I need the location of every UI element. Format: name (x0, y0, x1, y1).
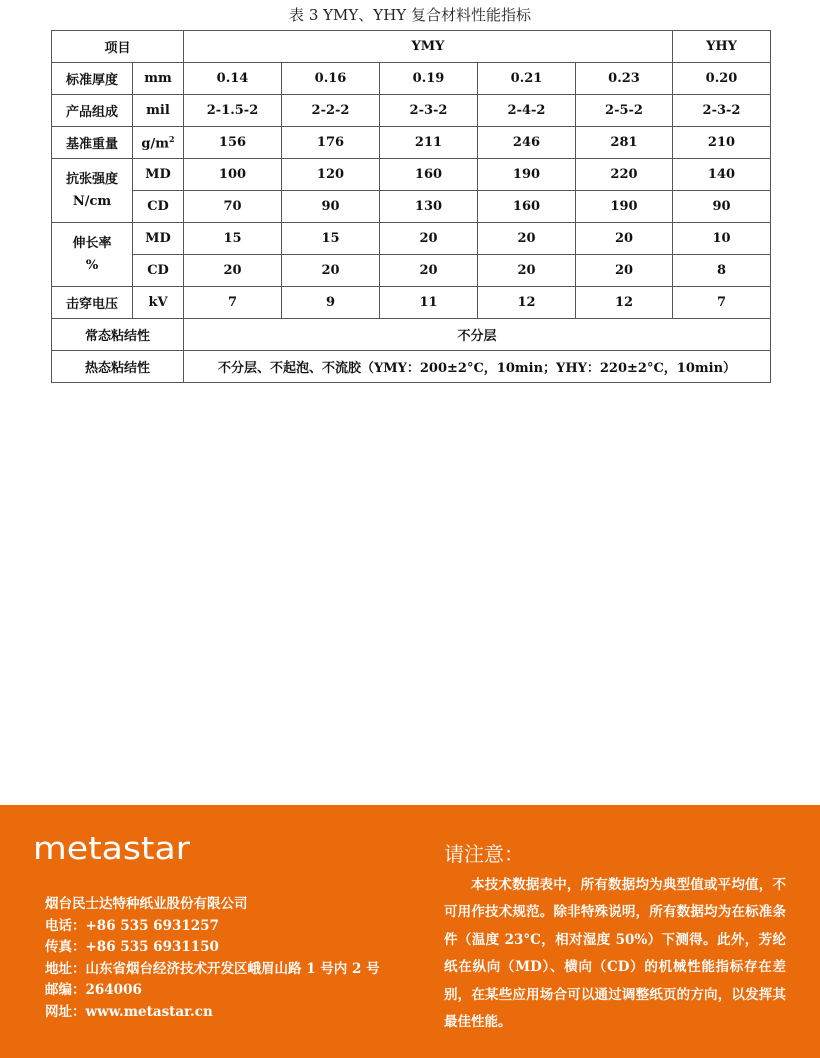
header-item: 项目 (52, 31, 184, 63)
table-cell: 20 (282, 255, 380, 287)
table-cell: 190 (478, 159, 576, 191)
row-unit: CD (133, 191, 184, 223)
table-cell: 0.16 (282, 63, 380, 95)
table-cell: 160 (380, 159, 478, 191)
row-unit: CD (133, 255, 184, 287)
logo-text: metastar (33, 831, 191, 866)
row-label: 抗张强度 (65, 171, 118, 187)
row-unit: mil (133, 95, 184, 127)
table-row-tensile-cd (52, 191, 771, 223)
table-cell: 120 (282, 159, 380, 191)
table-row-elongation-md (52, 223, 771, 255)
table-cell: 246 (478, 127, 576, 159)
table-cell: 2-3-2 (673, 95, 771, 127)
table-cell: 20 (478, 255, 576, 287)
company-name: 烟台民士达特种纸业股份有限公司 (45, 896, 248, 912)
row-label: 基准重量 (52, 127, 133, 159)
row-label: 产品组成 (52, 95, 133, 127)
table-cell: 20 (576, 255, 673, 287)
table-cell: 70 (184, 191, 282, 223)
company-website[interactable]: 网址：www.metastar.cn (45, 1003, 213, 1020)
table-row-breakdown (52, 287, 771, 319)
table-cell: 2-4-2 (478, 95, 576, 127)
table-cell: 2-1.5-2 (184, 95, 282, 127)
table-cell: 20 (380, 255, 478, 287)
table-cell: 90 (673, 191, 771, 223)
table-cell: 0.14 (184, 63, 282, 95)
company-info (45, 894, 380, 1023)
table-cell: 不分层 (184, 319, 771, 351)
table-cell: 176 (282, 127, 380, 159)
row-unit: mm (133, 63, 184, 95)
table-row-normal-adhesion (52, 319, 771, 351)
table-row-tensile-md (52, 159, 771, 191)
row-label-elongation (52, 223, 133, 287)
table-cell: 7 (673, 287, 771, 319)
row-label: 常态粘结性 (52, 319, 184, 351)
table-cell: 156 (184, 127, 282, 159)
unit-superscript: 2 (169, 133, 175, 144)
table-cell: 0.21 (478, 63, 576, 95)
table-cell: 281 (576, 127, 673, 159)
company-fax: 传真：+86 535 6931150 (45, 939, 219, 955)
row-label: 伸长率 (72, 235, 112, 251)
table-cell: 190 (576, 191, 673, 223)
table-cell: 10 (673, 223, 771, 255)
company-address: 地址：山东省烟台经济技术开发区峨眉山路 1 号内 2 号 (45, 960, 380, 977)
table-cell: 100 (184, 159, 282, 191)
table-cell: 90 (282, 191, 380, 223)
notice-body: 本技术数据表中，所有数据均为典型值或平均值，不可用作技术规范。除非特殊说明，所有数据均为在标准条件（温度 23°C，相对湿度 50%）下测得。此外，芳纶纸在纵向（MD）、横向（CD）的机械性能指标存在差别，在某些应用场合可以通过调整纸页的方向，以发挥其最佳性能。 (444, 877, 786, 1031)
row-label-tensile (52, 159, 133, 223)
table-cell: 11 (380, 287, 478, 319)
table-cell: 0.23 (576, 63, 673, 95)
table-row-hot-adhesion (52, 351, 771, 383)
row-label-unit: % (85, 257, 99, 273)
table-cell: 12 (576, 287, 673, 319)
table-cell: 不分层、不起泡、不流胶（YMY：200±2°C，10min；YHY：220±2°C，10min） (184, 351, 771, 383)
metastar-logo (33, 826, 193, 866)
table-cell: 140 (673, 159, 771, 191)
table-caption: 表 3 YMY、YHY 复合材料性能指标 (289, 6, 531, 24)
table-cell: 9 (282, 287, 380, 319)
table-row-basis-weight (52, 127, 771, 159)
table-cell: 211 (380, 127, 478, 159)
table-cell: 0.19 (380, 63, 478, 95)
table-cell: 20 (380, 223, 478, 255)
table-row-thickness (52, 63, 771, 95)
table-cell: 2-3-2 (380, 95, 478, 127)
table-cell: 160 (478, 191, 576, 223)
table-cell: 2-5-2 (576, 95, 673, 127)
row-label-unit: N/cm (72, 193, 112, 209)
row-unit: MD (133, 223, 184, 255)
table-row-composition (52, 95, 771, 127)
table-cell: 210 (673, 127, 771, 159)
spec-table (51, 30, 771, 383)
table-cell: 20 (478, 223, 576, 255)
table-row-elongation-cd (52, 255, 771, 287)
header-yhy: YHY (673, 31, 771, 63)
company-postcode: 邮编：264006 (45, 982, 142, 998)
table-cell: 8 (673, 255, 771, 287)
row-label: 标准厚度 (52, 63, 133, 95)
row-unit (133, 127, 184, 159)
notice-title: 请注意： (444, 842, 524, 866)
table-cell: 15 (184, 223, 282, 255)
table-cell: 130 (380, 191, 478, 223)
header-ymy: YMY (184, 31, 673, 63)
table-cell: 12 (478, 287, 576, 319)
unit-base: g/m (141, 136, 169, 152)
row-unit: kV (133, 287, 184, 319)
table-cell: 2-2-2 (282, 95, 380, 127)
table-cell: 220 (576, 159, 673, 191)
row-label: 击穿电压 (52, 287, 133, 319)
company-phone: 电话：+86 535 6931257 (45, 917, 219, 934)
table-cell: 7 (184, 287, 282, 319)
table-cell: 0.20 (673, 63, 771, 95)
row-unit: MD (133, 159, 184, 191)
row-label: 热态粘结性 (52, 351, 184, 383)
table-cell: 20 (184, 255, 282, 287)
table-header-row (52, 31, 771, 63)
table-cell: 15 (282, 223, 380, 255)
table-cell: 20 (576, 223, 673, 255)
